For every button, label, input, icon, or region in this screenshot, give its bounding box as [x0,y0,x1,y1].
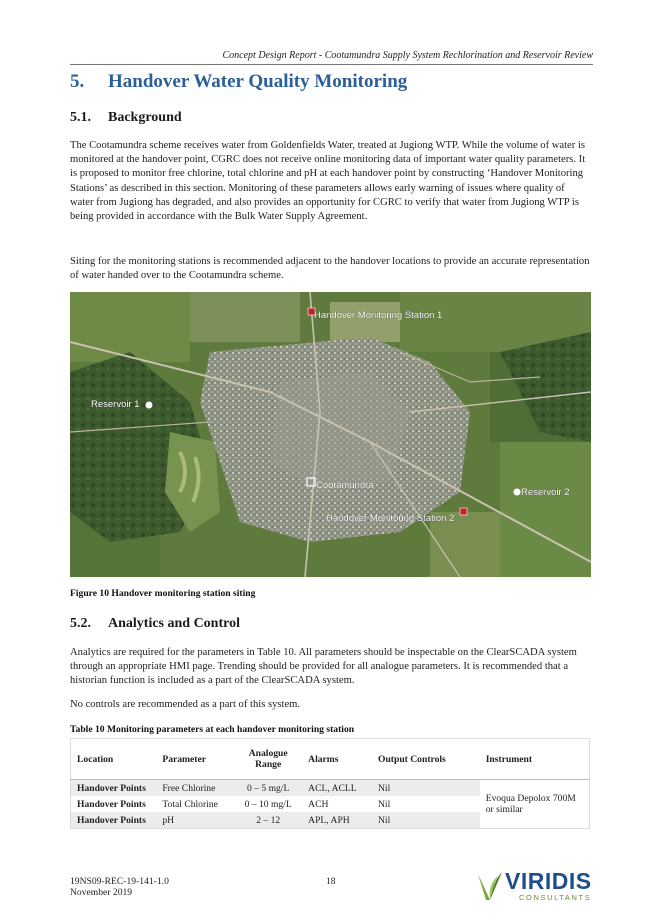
header-instrument: Instrument [480,739,590,780]
logo-subtitle: CONSULTANTS [519,893,592,902]
reservoir-2-label: Reservoir 2 [521,487,570,498]
cell-parameter: pH [156,812,234,829]
town-label: Cootamundra [316,480,374,491]
subsection-heading-analytics [70,616,240,632]
header-alarms: Alarms [302,739,372,780]
analytics-paragraph-2: No controls are recommended as a part of this system. [70,699,301,710]
cell-location: Handover Points [71,812,157,829]
cell-parameter: Total Chlorine [162,798,218,810]
cell-range: 0 – 10 mg/L [244,798,292,810]
station-2-label: Handover Monitoring Station 2 [326,513,455,524]
station-2-marker [460,508,467,515]
logo-wordmark: VIRIDIS [505,868,592,894]
cell-alarms: APL, APH [302,812,372,829]
station-1-label: Handover Monitoring Station 1 [314,310,443,321]
section-heading [70,71,407,93]
footer-doc-id: 19NS09-REC-19-141-1.0 [70,876,169,887]
cell-instrument: Evoqua Depolox 700M or similar [480,780,590,829]
cell-output-controls: Nil [372,780,480,797]
subsection-number: 5.1. [70,110,91,125]
leaf-icon [476,870,506,904]
cell-range: 2 – 12 [234,812,302,829]
cell-range: 0 – 5 mg/L [234,780,302,797]
page-number: 18 [326,876,336,887]
table-header-row [71,739,590,780]
viridis-logo [476,868,594,908]
monitoring-parameters-table [70,738,590,829]
subsection-title: Analytics and Control [108,616,240,631]
section-number: 5. [70,71,85,92]
header-parameter: Parameter [156,739,234,780]
reservoir-1-label: Reservoir 1 [91,399,140,410]
cell-location: Handover Points [71,780,157,797]
aerial-map [70,292,591,577]
table-row [71,780,590,797]
background-paragraph-2: Siting for the monitoring stations is recommended adjacent to the handover locations to provide an accurate representation of water handed over to the Cootamundra scheme. [70,256,590,282]
running-header: Concept Design Report - Cootamundra Supply System Rechlorination and Reservoir Review [70,50,593,65]
reservoir-1-marker [146,402,153,409]
header-location: Location [71,739,157,780]
reservoir-2-marker [514,489,521,496]
footer-date: November 2019 [70,887,133,898]
cell-alarms: ACL, ACLL [302,780,372,797]
cell-parameter: Free Chlorine [156,780,234,797]
subsection-number: 5.2. [70,616,91,631]
subsection-heading-background [70,110,182,126]
cell-output-controls: Nil [378,798,391,810]
background-paragraph-1: The Cootamundra scheme receives water from Goldenfields Water, treated at Jugiong WTP. While the volume of water is monitored at the handover point, CGRC does not receive online monitoring data of important water quality parameters. It is proposed to monitor free chlorine, total chlorine and pH at each handover point by constructing ‘Handover Monitoring Stations’ as described in this section. Monitoring of these parameters allows early warning of issues where quality of water from Jugiong has degraded, and also provides an opportunity for CGRC to verify that water from Jugiong WTP is being provided in accordance with the Bulk Water Supply Agreement. [70,140,586,223]
header-analogue-range: Analogue Range [234,739,302,780]
footer-doc-info [70,876,169,898]
cell-output-controls: Nil [372,812,480,829]
analytics-paragraph-1: Analytics are required for the parameters in Table 10. All parameters should be inspectable on the ClearSCADA system through an appropriate HMI page. Trending should be provided for all analogue parameters. It is recommended that a historian function is included as a part of the ClearSCADA system. [70,647,577,687]
header-output-controls: Output Controls [372,739,480,780]
cell-location: Handover Points [77,798,146,810]
cell-alarms: ACH [308,798,329,810]
table-caption: Table 10 Monitoring parameters at each handover monitoring station [70,724,355,735]
section-title: Handover Water Quality Monitoring [108,71,408,92]
subsection-title: Background [108,110,182,125]
figure-caption: Figure 10 Handover monitoring station siting [70,588,256,599]
